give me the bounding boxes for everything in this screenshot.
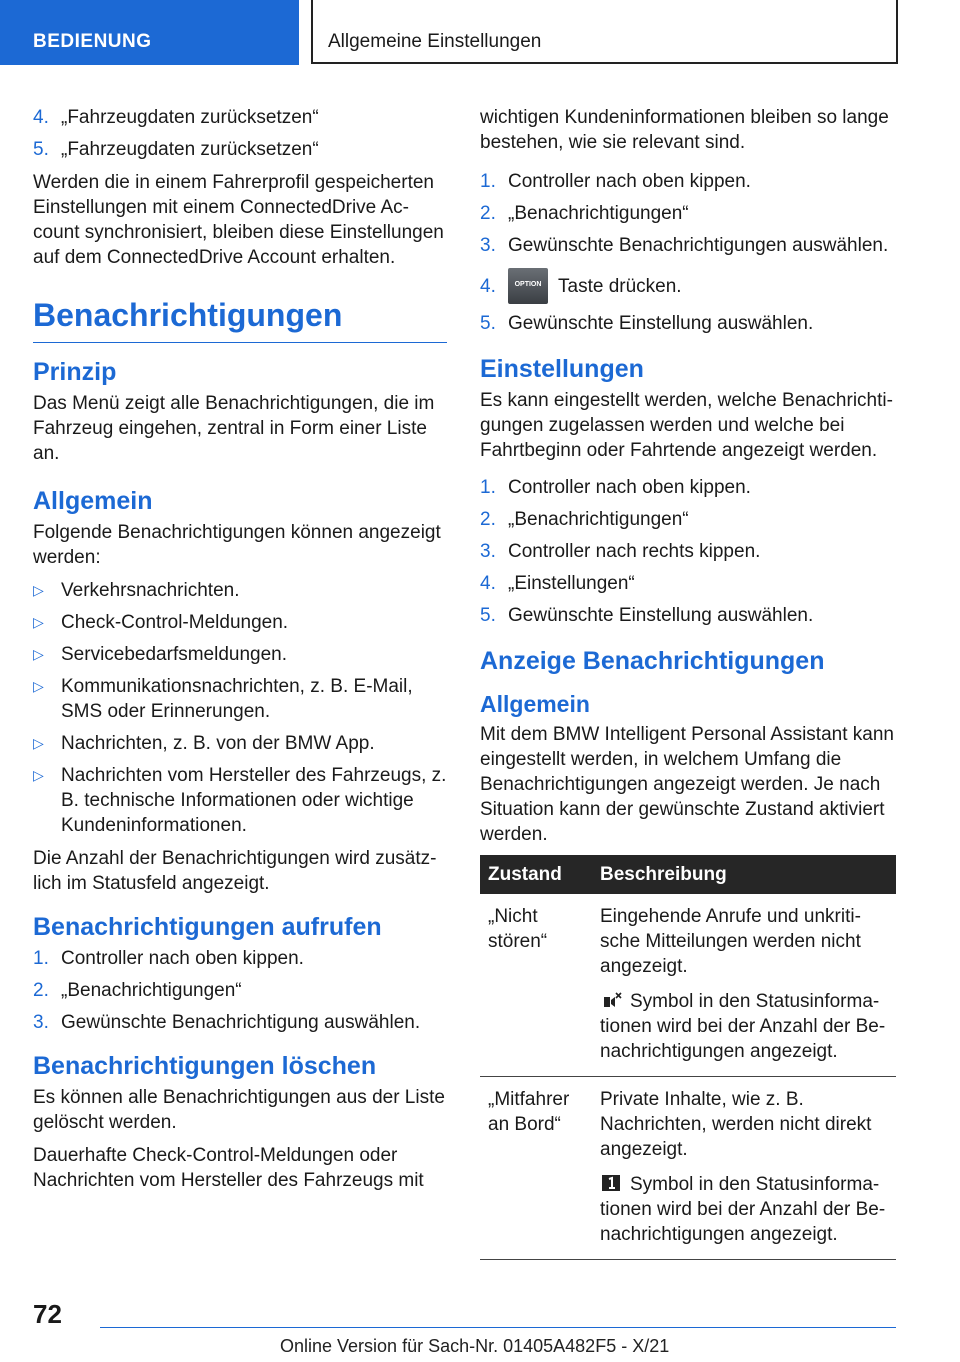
paragraph-anzahl: Die Anzahl der Benachrichtigungen wird zusätzlich im Statusfeld angezeigt. (33, 848, 437, 894)
heading-anzeige: Anzeige Benachrichtigungen (480, 647, 825, 675)
table-header-row (480, 855, 896, 894)
paragraph-einstellungen: Es kann eingestellt werden, welche Benachrichtigungen zugelassen werden und welche bei Fahrtbeginn oder Fahrtende angezeigt werden. (480, 390, 893, 461)
triangle-bullet-icon: ▷ (33, 678, 44, 694)
heading-einstellungen: Einstellungen (480, 355, 644, 383)
paragraph-allgemein: Folgende Benachrichtigungen können angezeigt werden: (33, 522, 441, 568)
triangle-bullet-icon: ▷ (33, 582, 44, 598)
heading-loeschen: Benachrichtigungen löschen (33, 1052, 377, 1080)
heading-aufrufen: Benachrichtigungen aufrufen (33, 913, 382, 941)
list-item: 2. „Benachrichtigungen“ (480, 509, 689, 530)
do-not-disturb-icon (600, 991, 622, 1009)
list-item: ▷ Nachrichten, z. B. von der BMW App. (33, 733, 375, 754)
chapter-header (311, 0, 898, 64)
description-cell: Eingehende Anrufe und unkritische Mitteilungen werden nicht angezeigt. Symbol in den Statusinformationen wird bei der Anzahl der Benachrichtigungen angezeigt. (592, 894, 896, 1077)
list-item: 5. Gewünschte Einstellung auswählen. (480, 313, 814, 334)
column-header-zustand: Zustand (480, 855, 592, 894)
passenger-on-board-icon (600, 1174, 622, 1192)
paragraph-anzeige: Mit dem BMW Intelligent Personal Assistant kann eingestellt werden, in welchem Umfang die Benachrichtigungen angezeigt werden. Je nach Situation kann der gewünschte Zustand aktiviert werden. (480, 724, 894, 845)
status-table (480, 855, 896, 1260)
paragraph-loeschen-1: Es können alle Benachrichtigungen aus der Liste gelöscht werden. (33, 1087, 445, 1133)
footer-text: Online Version für Sach-Nr. 01405A482F5 - X/21 (280, 1336, 670, 1356)
page-number: 72 (33, 1299, 62, 1329)
triangle-bullet-icon: ▷ (33, 735, 44, 751)
table-row (480, 894, 896, 1077)
column-header-beschreibung: Beschreibung (592, 855, 896, 894)
paragraph-prinzip: Das Menü zeigt alle Benachrichtigungen, die im Fahrzeug eingehen, zentral in Form einer Liste an. (33, 393, 435, 464)
option-button-icon: OPTION (508, 268, 548, 304)
list-item: ▷ Kommunikationsnachrichten, z. B. E-Mail, SMS oder Erinnerungen. (33, 676, 413, 722)
list-item: ▷ Check-Control-Meldungen. (33, 612, 289, 633)
list-item: ▷ Verkehrsnachrichten. (33, 580, 240, 601)
step-list-benachrichtigungen (480, 169, 896, 336)
list-item: 3. Gewünschte Benachrichtigungen auswählen. (480, 235, 889, 256)
footer-divider (100, 1327, 896, 1328)
heading-prinzip: Prinzip (33, 358, 117, 386)
left-column (33, 105, 447, 1201)
description-cell: Private Inhalte, wie z. B. Nachrichten, werden nicht direkt angezeigt. Symbol in den Statusinformationen wird bei der Anzahl der Benachrichtigungen angezeigt. (592, 1077, 896, 1260)
step-list-einstellungen (480, 475, 896, 628)
list-item: ▷ Servicebedarfsmeldungen. (33, 644, 288, 665)
step-list-reset (33, 105, 447, 162)
heading-allgemein: Allgemein (33, 487, 153, 515)
triangle-bullet-icon: ▷ (33, 646, 44, 662)
list-item: 2. „Benachrichtigungen“ (480, 203, 689, 224)
right-column (480, 105, 896, 1260)
paragraph-sync: Werden die in einem Fahrerprofil gespeicherten Einstellungen mit einem ConnectedDrive Account synchronisiert, bleiben diese Einstellungen auf dem ConnectedDrive Account erhalten. (33, 172, 444, 268)
table-row (480, 1077, 896, 1260)
section-tab (0, 0, 299, 65)
list-item: 4. „Fahrzeugdaten zurücksetzen“ (33, 107, 319, 128)
list-item: 3. Controller nach rechts kippen. (480, 541, 761, 562)
list-item: 4. OPTION Taste drücken. (480, 268, 896, 304)
list-item: 1. Controller nach oben kippen. (33, 948, 304, 969)
chapter-title: Allgemeine Einstellungen (328, 31, 542, 52)
triangle-bullet-icon: ▷ (33, 614, 44, 630)
list-item: 3. Gewünschte Benachrichtigung auswählen. (33, 1012, 421, 1033)
list-item: 1. Controller nach oben kippen. (480, 171, 751, 192)
section-label: BEDIENUNG (33, 31, 152, 52)
section-heading: Benachrichtigungen (33, 296, 447, 343)
list-item: 5. „Fahrzeugdaten zurücksetzen“ (33, 139, 319, 160)
triangle-bullet-icon: ▷ (33, 767, 44, 783)
state-cell: „Nicht stören“ (480, 894, 592, 1077)
paragraph-continued: wichtigen Kundeninformationen bleiben so lange bestehen, wie sie relevant sind. (480, 107, 889, 153)
list-item: ▷ Nachrichten vom Hersteller des Fahrzeugs, z. B. technische Informationen oder wichtige Kundeninformationen. (33, 765, 447, 836)
paragraph-loeschen-2: Dauerhafte Check-Control-Meldungen oder Nachrichten vom Hersteller des Fahrzeugs mit (33, 1145, 424, 1191)
bullet-list (33, 578, 447, 838)
heading-allgemein-anzeige: Allgemein (480, 691, 590, 717)
list-item: 1. Controller nach oben kippen. (480, 477, 751, 498)
state-cell: „Mitfahrer an Bord“ (480, 1077, 592, 1260)
list-item: 2. „Benachrichtigungen“ (33, 980, 242, 1001)
list-item: 4. „Einstellungen“ (480, 573, 635, 594)
step-list-aufrufen (33, 946, 447, 1035)
list-item: 5. Gewünschte Einstellung auswählen. (480, 605, 814, 626)
